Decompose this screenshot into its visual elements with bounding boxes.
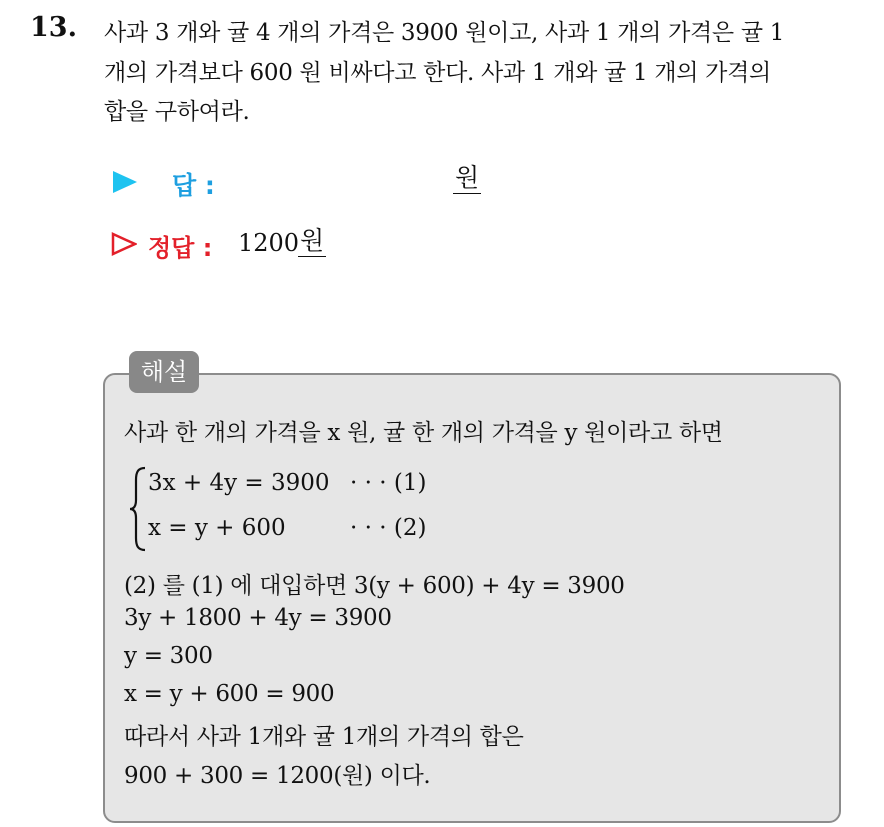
- question-line-2: 개의 가격보다 600 원 비싸다고 한다. 사과 1 개와 귤 1 개의 가격의: [104, 60, 771, 86]
- correct-answer-value: 1200: [238, 229, 300, 257]
- solution-step-3: y = 300: [124, 643, 213, 669]
- system-equation-2: x = y + 600: [148, 515, 286, 541]
- solution-tab: 해설: [129, 351, 199, 393]
- correct-answer-label: 정답 :: [148, 234, 213, 262]
- outline-triangle-icon: [111, 232, 137, 256]
- system-ref-2: · · · (2): [350, 515, 427, 541]
- question-number: 13.: [30, 12, 77, 43]
- system-equation-1: 3x + 4y = 3900: [148, 470, 330, 496]
- solution-intro: 사과 한 개의 가격을 x 원, 귤 한 개의 가격을 y 원이라고 하면: [124, 420, 723, 446]
- solution-step-6: 900 + 300 = 1200(원) 이다.: [124, 763, 431, 789]
- question-line-1: 사과 3 개와 귤 4 개의 가격은 3900 원이고, 사과 1 개의 가격은 귤 1: [104, 20, 785, 46]
- solution-step-5: 따라서 사과 1개와 귤 1개의 가격의 합은: [124, 724, 524, 750]
- solution-step-4: x = y + 600 = 900: [124, 681, 335, 707]
- solution-step-2: 3y + 1800 + 4y = 3900: [124, 605, 392, 631]
- system-ref-1: · · · (1): [350, 470, 427, 496]
- answer-label: 답 :: [172, 171, 215, 200]
- brace-icon: [128, 466, 148, 552]
- play-triangle-icon: [112, 170, 138, 194]
- correct-answer-unit: 원: [300, 226, 325, 255]
- answer-unit: 원: [455, 163, 480, 192]
- solution-step-1: (2) 를 (1) 에 대입하면 3(y + 600) + 4y = 3900: [124, 573, 625, 599]
- question-line-3: 합을 구하여라.: [104, 99, 250, 125]
